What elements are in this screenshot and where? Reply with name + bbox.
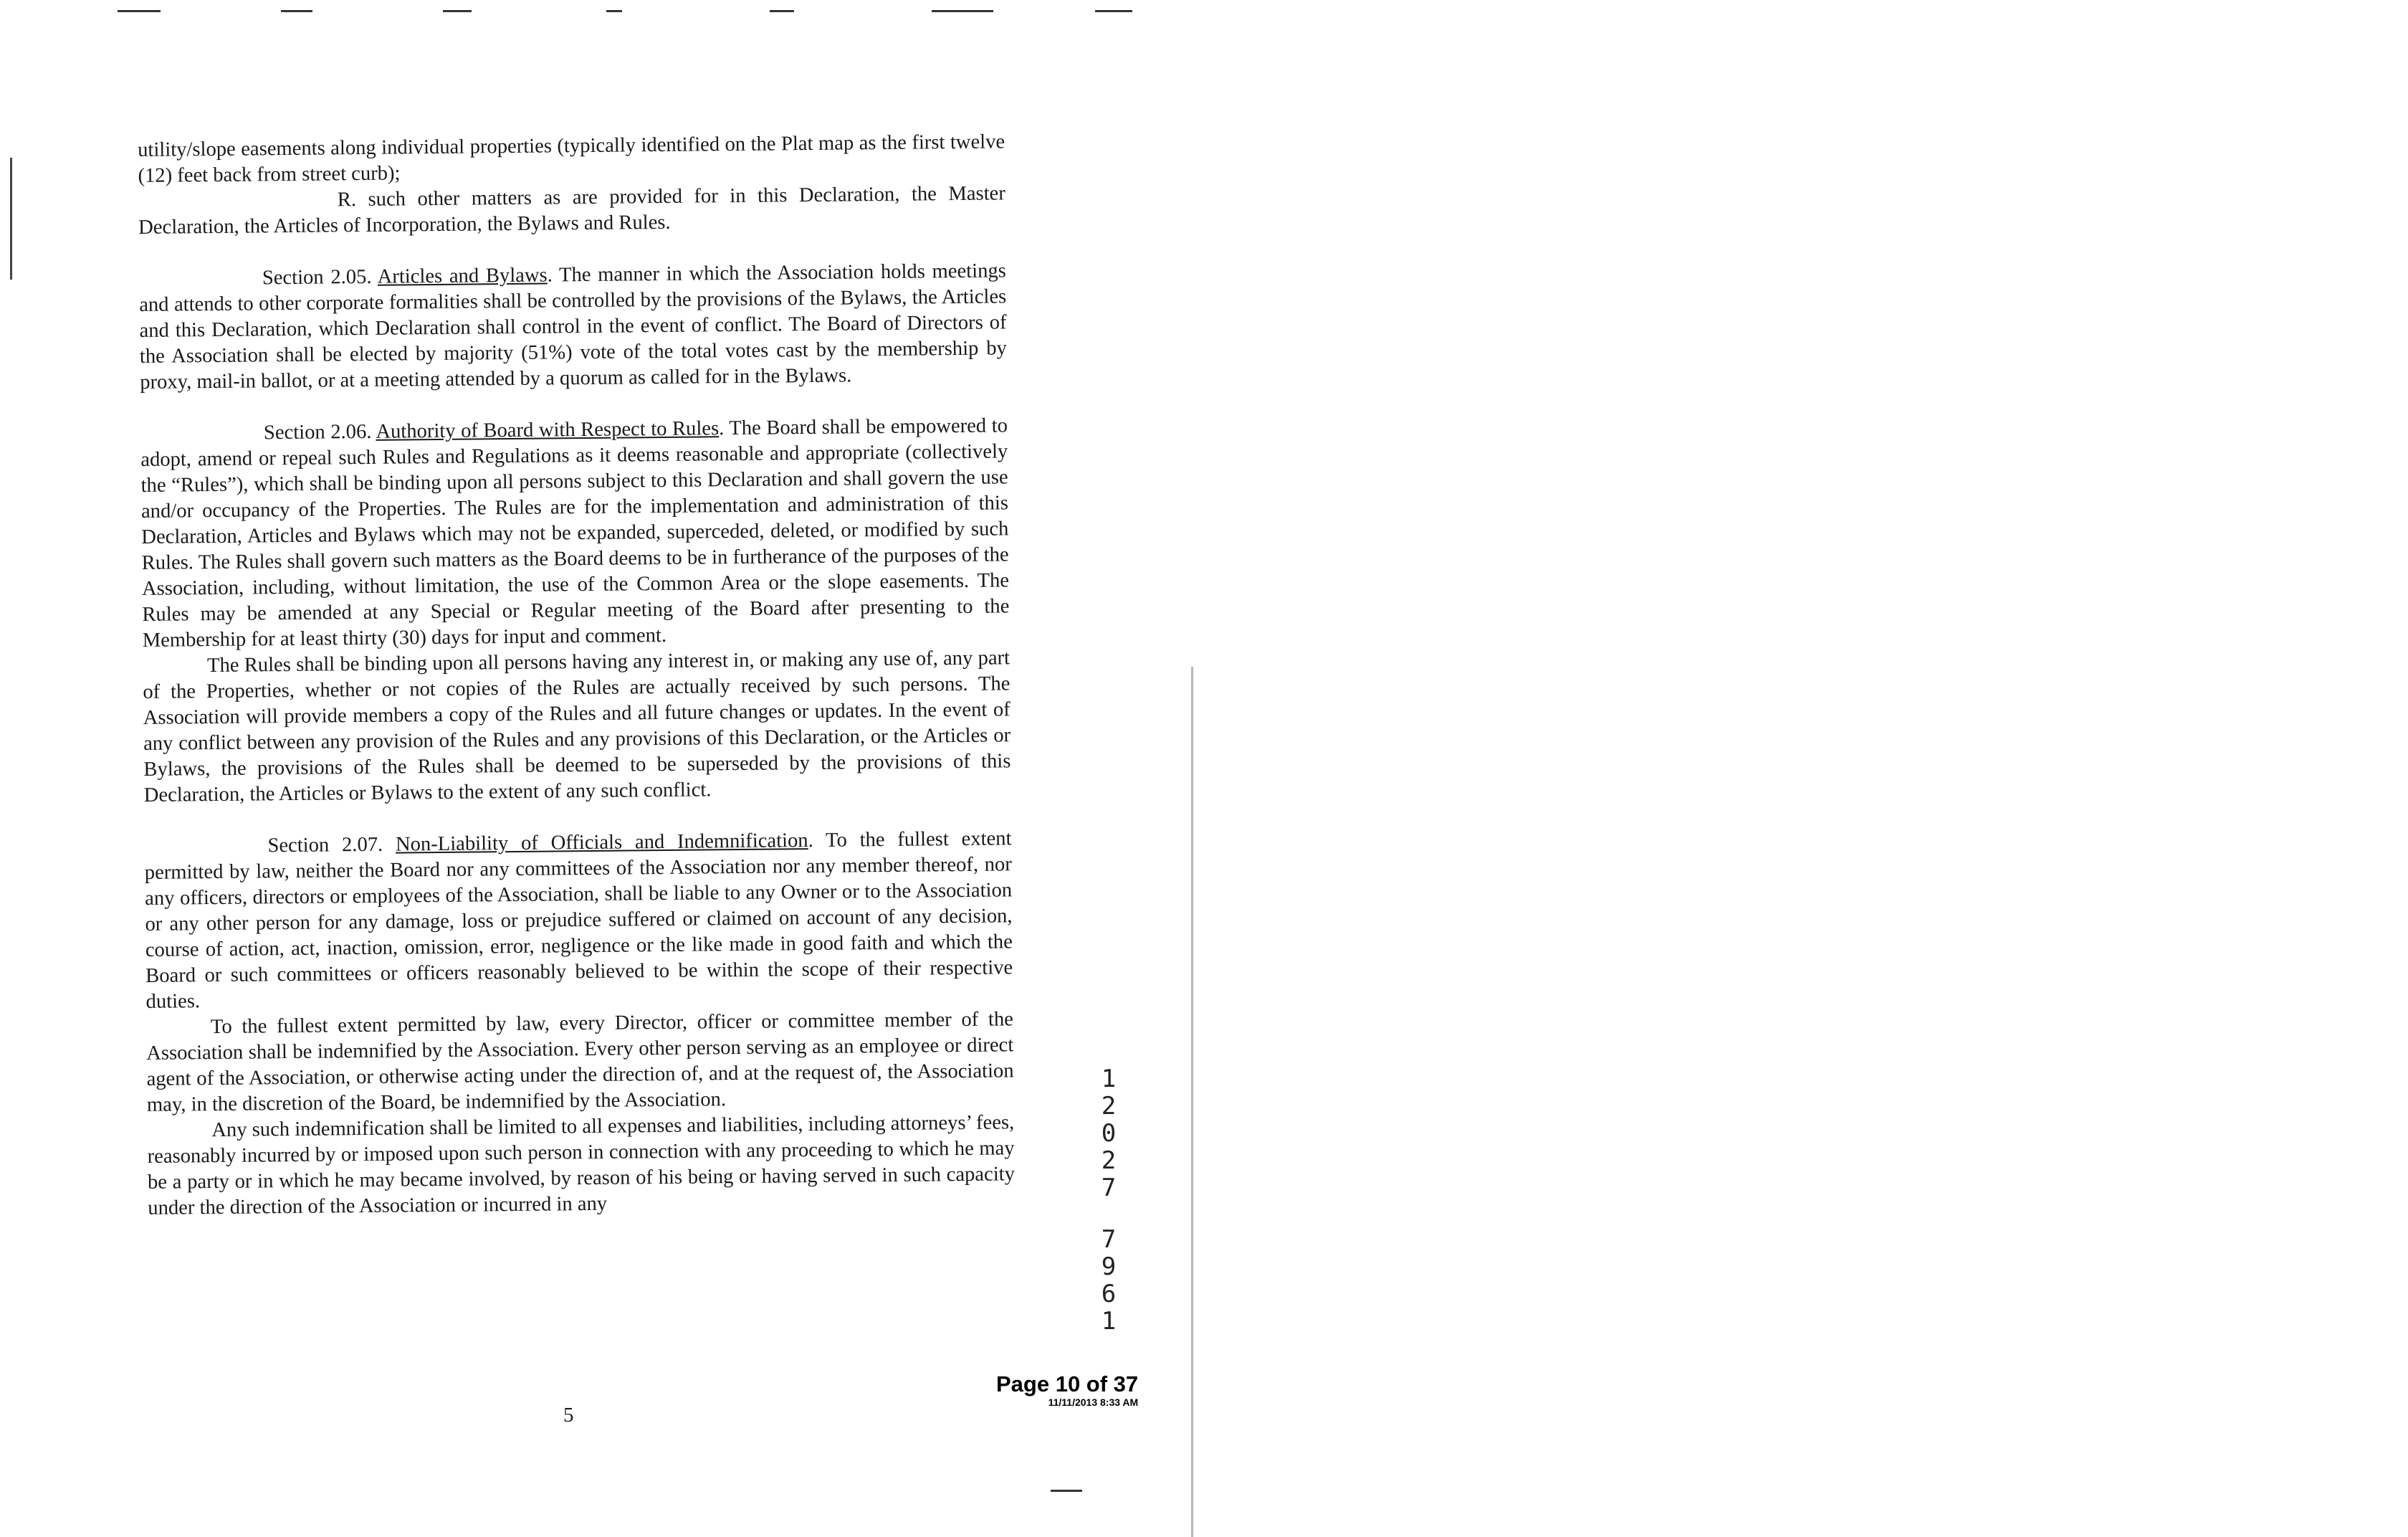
paragraph-text: R. such other matters as are provided for in this Declaration, the Master Declaration, the Articles of Incorporation, the Bylaws and Rules. — [138, 182, 1005, 239]
recording-number-stamp — [1096, 1065, 1121, 1335]
page-timestamp: 11/11/2013 8:33 AM — [1048, 1396, 1139, 1408]
paragraph-text: The Rules shall be binding upon all persons having any interest in, or making any use of, any part of the Properties, whether or not copies of the Rules are actually received by such persons. The Association will provide members a copy of the Rules and all future changes or updates. In the event of any conflict between any provision of the Rules and any provisions of this Declaration, or the Articles or Bylaws, the provisions of the Rules shall be deemed to be superseded by the provisions of this Declaration, the Articles or Bylaws to the extent of any such conflict. — [143, 647, 1011, 806]
scan-artifact-dash — [1095, 10, 1132, 12]
stamp-digit: 7 — [1101, 1174, 1117, 1202]
section-text: The Board shall be empowered to adopt, amend or repeal such Rules and Regulations as it deems reasonable and appropriate (collectively the “Rules”), which shall be binding upon all persons subject to this Declaration and shall govern the use and/or occupancy of the Properties. The Rules are for the implementation and administration of this Declaration, Articles and Bylaws which may not be expanded, superceded, deleted, or modified by such Rules. The Rules shall govern such matters as the Board deems to be in furtherance of the purposes of the Association, including, without limitation, the use of the Common Area or the slope easements. The Rules may be amended at any Special or Regular meeting of the Board after presenting to the Membership for at least thirty (30) days for input and comment. — [140, 414, 1010, 652]
paragraph-text: utility/slope easements along individual properties (typically identified on the Plat map as the first twelve (12) feet back from street curb); — [138, 130, 1005, 187]
scan-artifact-dash — [932, 10, 993, 12]
stamp-digit: 6 — [1101, 1280, 1117, 1308]
scan-artifact-dash — [443, 10, 472, 12]
stamp-digit: 1 — [1101, 1065, 1117, 1093]
indemnification-limits-paragraph — [147, 1110, 1015, 1222]
stamp-digit: 2 — [1101, 1146, 1117, 1175]
section-number: Section 2.07. — [267, 833, 383, 857]
section-text: The manner in which the Association holds meetings and attends to other corporate formalities shall be controlled by the provisions of the Bylaws, the Articles and this Declaration, which Declaration shall control in the event of conflict. The Board of Directors of the Association shall be elected by majority (51%) vote of the total votes cast by the membership by proxy, mail-in ballot, or at a meeting attended by a quorum as called for in the Bylaws. — [139, 260, 1008, 394]
section-2-06: Section 2.06. Authority of Board with Respect to Rules. The Board shall be empowered to adopt, amend or repeal such Rules and Regulations as it deems reasonable and appropriate (collectively the “Rules”), which shall be binding upon all persons subject to this Declaration and shall govern the use and/or occupancy of the Properties. The Rules are for the implementation and administration of this Declaration, Articles and Bylaws which may not be expanded, superceded, deleted, or modified by such Rules. The Rules shall govern such matters as the Board deems to be in furtherance of the purposes of the Association, including, without limitation, the use of the Common Area or the slope easements. The Rules may be amended at any Special or Regular meeting of the Board after presenting to the Membership for at least thirty (30) days for input and comment. — [140, 414, 1010, 652]
page-counter — [996, 1372, 1138, 1408]
stamp-spacer — [1096, 1201, 1121, 1226]
paragraph-text: To the fullest extent permitted by law, every Director, officer or committee member of the Association shall be indemnified by the Association. Every other person serving as an employee or direct agent of the Association, or otherwise acting under the direction of, and at the request of, the Association may, in the discretion of the Board, be indemnified by the Association. — [146, 1008, 1014, 1116]
stamp-digit: 0 — [1101, 1119, 1117, 1148]
page-number: 5 — [563, 1404, 574, 1427]
list-item-r — [138, 181, 1006, 241]
scan-artifact-dash — [281, 10, 312, 12]
stamp-digit: 2 — [1101, 1092, 1117, 1120]
section-2-07: Section 2.07. Non-Liability of Officials and Indemnification. To the fullest extent permitted by law, neither the Board nor any committees of the Association nor any member thereof, nor any officers, directors or employees of the Association, shall be liable to any Owner or to the Association or any other person for any damage, loss or prejudice suffered or claimed on account of any decision, course of action, act, inaction, omission, error, negligence or the like made in good faith and which the Board or such committees or officers reasonably believed to be within the scope of their respective duties. — [144, 827, 1013, 1013]
section-heading: Articles and Bylaws — [377, 264, 548, 288]
scan-edge-line — [1191, 667, 1193, 1537]
section-2-05: Section 2.05. Articles and Bylaws. The manner in which the Association holds meetings and attends to other corporate formalities shall be controlled by the provisions of the Bylaws, the Articles and this Declaration, which Declaration shall control in the event of conflict. The Board of Directors of the Association shall be elected by majority (51%) vote of the total votes cast by the membership by proxy, mail-in ballot, or at a meeting attended by a quorum as called for in the Bylaws. — [139, 260, 1008, 394]
scan-artifact-dash — [1051, 1490, 1082, 1492]
scan-artifact-dash — [606, 10, 622, 12]
scan-artifact-dash — [770, 10, 794, 12]
stamp-digit: 7 — [1101, 1225, 1117, 1254]
rules-binding-paragraph — [143, 645, 1011, 809]
paragraph-text: Any such indemnification shall be limited to all expenses and liabilities, including attorneys’ fees, reasonably incurred by or imposed upon such person in connection with any proceeding to which he may be a party or in which he may became involved, by reason of his being or having served in such capacity under the direction of the Association or incurred in any — [147, 1111, 1016, 1219]
document-body — [138, 129, 1015, 1222]
page-counter-label: Page 10 of 37 — [996, 1371, 1139, 1396]
section-heading: Authority of Board with Respect to Rules — [376, 417, 720, 443]
section-heading: Non-Liability of Officials and Indemnification — [395, 829, 808, 856]
section-text: To the fullest extent permitted by law, neither the Board nor any committees of the Association nor any member thereof, nor any officers, directors or employees of the Association, shall be liable to any Owner or to the Association or any other person for any damage, loss or prejudice suffered or claimed on account of any decision, course of action, act, inaction, omission, error, negligence or the like made in good faith and which the Board or such committees or officers reasonably believed to be within the scope of their respective duties. — [144, 827, 1013, 1013]
stamp-digit: 1 — [1101, 1307, 1117, 1336]
continuation-paragraph — [138, 129, 1005, 189]
scan-margin-line — [10, 158, 12, 280]
scan-artifact-dash — [118, 10, 161, 12]
section-number: Section 2.05. — [262, 265, 372, 290]
indemnification-paragraph — [146, 1007, 1014, 1118]
stamp-digit: 9 — [1101, 1252, 1117, 1281]
section-number: Section 2.06. — [263, 420, 372, 444]
